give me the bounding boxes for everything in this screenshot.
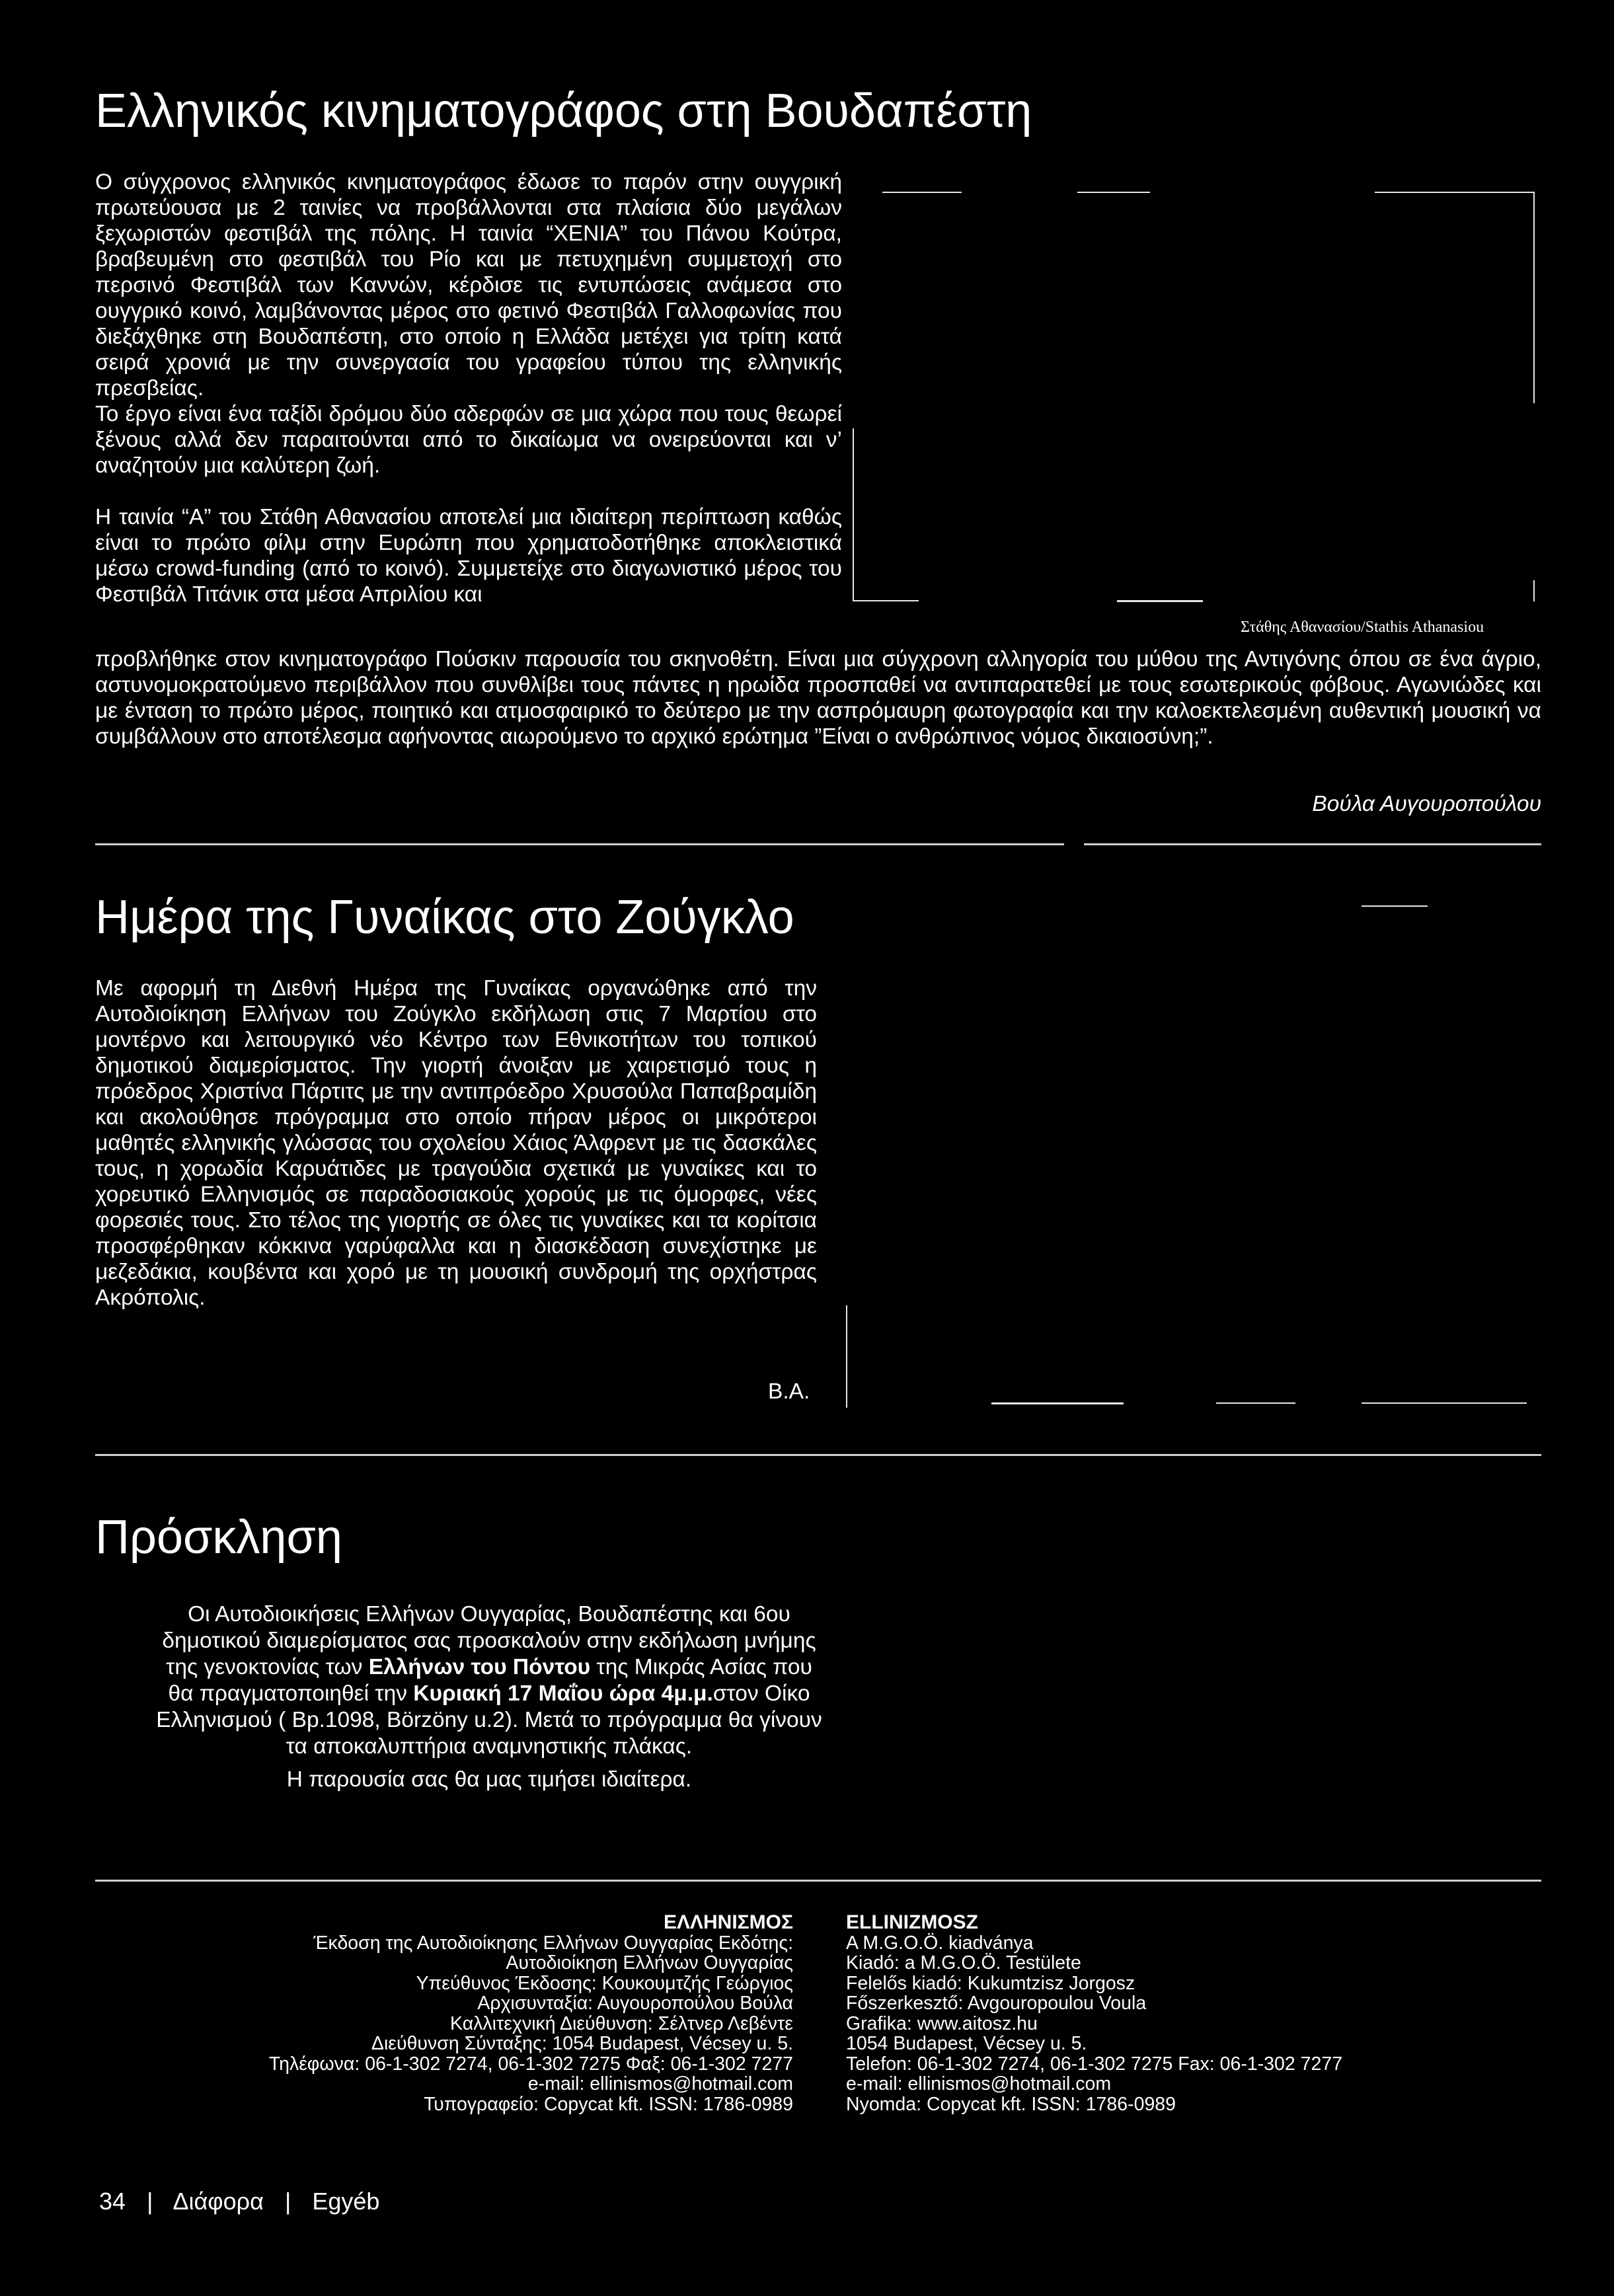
imprint-gr-line-8: e-mail: ellinismos@hotmail.com (527, 2073, 793, 2094)
imprint-gr-line-1: Έκδοση της Αυτοδιοίκησης Ελλήνων Ουγγαρίας Εκδότης: (313, 1932, 793, 1954)
imprint-hu-line-1: A M.G.O.Ö. kiadványa (846, 1932, 1034, 1954)
imprint-gr-line-2: Αυτοδιοίκηση Ελλήνων Ουγγαρίας (506, 1952, 793, 1973)
imprint-gr-line-5: Καλλιτεχνική Διεύθυνση: Σέλτνερ Λεβέντε (450, 2012, 793, 2034)
imprint-greek (99, 1913, 793, 2114)
imprint-gr-line-3: Υπεύθυνος Έκδοσης: Κουκουμτζής Γεώργιος (416, 1972, 793, 1994)
photo-frame-top-2 (1077, 192, 1150, 193)
footer-section-hu: Egyéb (312, 2188, 380, 2215)
photo-frame-right-lower (1533, 580, 1535, 601)
photo-frame-left (853, 428, 854, 600)
divider-1b (1084, 843, 1541, 845)
article1-paragraph-3: Η ταινία “A” του Στάθη Αθανασίου αποτελεί μια ιδιαίτερη περίπτωση καθώς είναι το πρώτο φίλμ στην Ευρώπη που χρηματοδοτήθηκε αποκλειστικά μέσω crowd-funding (από το κοινό). Συμμετείχε στο διαγωνιστικό μέρος του Φεστιβάλ Τιτάνικ στα μέσα Απριλίου και (95, 505, 842, 607)
photo2-frame-bottom-2 (1216, 1402, 1295, 1404)
article2-text: Με αφορμή τη Διεθνή Ημέρα της Γυναίκας οργανώθηκε από την Αυτοδιοίκηση Ελλήνων του Ζούγκλο εκδήλωση στις 7 Μαρτίου στο μοντέρνο και λειτουργικό νέο Κέντρο των Εθνικοτήτων του τοπικού δημοτικού διαμερίσματος. Την γιορτή άνοιξαν με χαιρετισμό τους η πρόεδρος Χριστίνα Πάρτιτς με την αντιπρόεδρο Χρυσούλα Παπαβραμίδη και ακολούθησε πρόγραμμα στο οποίο πήραν μέρος οι μικρότεροι μαθητές ελληνικής γλώσσας του σχολείου Χάιος Άλφρεντ με τις δασκάλες τους, η χορωδία Καρυάτιδες με τραγούδια σχετικά με γυναίκες και το χορευτικό Ελληνισμός σε παραδοσιακούς χορούς με τις όμορφες, νέες φορεσιές τους. Στο τέλος της γιορτής σε όλες τις γυναίκες και τα κορίτσια προσφέρθηκαν κόκκινα γαρύφαλλα και η διασκέδαση συνεχίστηκε με μεζεδάκια, κουβέντα και χορό με τη μουσική συνδρομή της ορχήστρας Ακρόπολις. (95, 976, 817, 1310)
divider-1 (95, 843, 1064, 845)
article1-title: Ελληνικός κινηματογράφος στη Βουδαπέστη (95, 85, 1032, 137)
photo-frame-bottom-1 (853, 600, 919, 601)
imprint-gr-line-6: Διεύθυνση Σύνταξης: 1054 Budapest, Vécsey u. 5. (371, 2033, 793, 2054)
invitation-line-6: τα αποκαλυπτήρια αναμνηστικής πλάκας. (286, 1734, 693, 1759)
article1-signature: Βούλα Αυγουροπούλου (1312, 792, 1541, 816)
photo-frame-right (1533, 192, 1535, 403)
photo-frame-bottom-2 (1117, 600, 1203, 602)
footer-separator-2: | (284, 2188, 291, 2215)
footer-separator-1: | (147, 2188, 153, 2215)
article3-invitation (99, 1601, 879, 1793)
imprint-hu-line-2: Kiadó: a M.G.O.Ö. Testülete (846, 1952, 1081, 1973)
imprint-hu-line-4: Főszerkesztő: Avgouropoulou Voula (846, 1993, 1147, 2014)
imprint-hu-line-9: Nyomda: Copycat kft. ISSN: 1786-0989 (846, 2093, 1176, 2115)
imprint-hu-line-3: Felelős kiadó: Kukumtzisz Jorgosz (846, 1972, 1135, 1994)
article2-photo (846, 905, 1547, 1408)
photo2-frame-bottom-3 (1362, 1402, 1527, 1404)
page-number: 34 (99, 2188, 126, 2215)
footer-section-gr: Διάφορα (173, 2188, 264, 2215)
invitation-line-3: της γενοκτονίας των Ελλήνων του Πόντου της Μικράς Ασίας που (166, 1655, 812, 1679)
article1-full-width-text: προβλήθηκε στον κινηματογράφο Πούσκιν παρουσία του σκηνοθέτη. Είναι μια σύγχρονη αλληγορία του μύθου της Αντιγόνης όπου σε ένα άγριο, αστυνομοκρατούμενο περιβάλλον που συνθλίβει τους πάντες η ηρωίδα προσπαθεί να αντιπαρατεθεί με τους εσωτερικούς φόβους. Αγωνιώδες και με ένταση το πρώτο μέρος, ποιητικό και ατμοσφαιρικό το δεύτερο με την ασπρόμαυρη φωτογραφία και την καλοεκτελεσμένη αυθεντική μουσική να συμβάλλουν στο αποτέλεσμα αφήνοντας αιωρούμενο το αρχικό ερώτημα ”Είναι ο ανθρώπινος νόμος δικαιοσύνη;”. (95, 647, 1541, 749)
article1-paragraph-2: Το έργο είναι ένα ταξίδι δρόμου δύο αδερφών σε μια χώρα που τους θεωρεί ξένους αλλά δεν παραιτούνται από το δικαίωμα να ονειρεύονται και ν’ αναζητούν μια καλύτερη ζωή. (95, 402, 842, 478)
imprint-gr-line-0: ΕΛΛΗΝΙΣΜΟΣ (663, 1911, 793, 1933)
photo2-frame-left (846, 1305, 847, 1408)
imprint-hu-line-5: Grafika: www.aitosz.hu (846, 2012, 1038, 2034)
photo2-frame-bottom-1 (991, 1402, 1124, 1404)
photo-frame-top-3 (1375, 192, 1533, 193)
invitation-line-7: Η παρουσία σας θα μας τιμήσει ιδιαίτερα. (286, 1767, 692, 1792)
article1-paragraph-1: Ο σύγχρονος ελληνικός κινηματογράφος έδωσε το παρόν στην ουγγρική πρωτεύουσα με 2 ταινίες να προβάλλονται στα πλαίσια δύο μεγάλων ξεχωριστών φεστιβάλ της πόλης. Η ταινία “XENIA” του Πάνου Κούτρα, βραβευμένη στο φεστιβάλ του Ρίο και με πετυχημένη συμμετοχή στο περσινό Φεστιβάλ των Καννών, κέρδισε τις εντυπώσεις ανάμεσα στο ουγγρικό κοινό, λαμβάνοντας μέρος στο φετινό Φεστιβάλ Γαλλοφωνίας που διεξάχθηκε στη Βουδαπέστη, στο οποίο η Ελλάδα μετέχει για τρίτη κατά σειρά χρονιά με την συνεργασία του γραφείου τύπου της ελληνικής πρεσβείας. (95, 170, 842, 401)
imprint-gr-line-9: Τυπογραφείο: Copycat kft. ISSN: 1786-0989 (424, 2093, 793, 2115)
imprint-hu-line-6: 1054 Budapest, Vécsey u. 5. (846, 2033, 1087, 2054)
imprint-gr-line-4: Αρχισυνταξία: Αυγουροπούλου Βούλα (477, 1993, 793, 2014)
invitation-line-1: Οι Αυτοδιοικήσεις Ελλήνων Ουγγαρίας, Βουδαπέστης και 6ου (188, 1602, 790, 1626)
article2-signature: B.A. (768, 1379, 810, 1404)
invitation-emphasis-pontus: Ελλήνων του Πόντου (368, 1655, 591, 1679)
imprint-hungarian (846, 1913, 1507, 2114)
divider-3 (95, 1880, 1541, 1882)
article1-column (95, 169, 842, 607)
invitation-line-5: Ελληνισμού ( Bp.1098, Börzöny u.2). Μετά το πρόγραμμα θα γίνουν (156, 1708, 822, 1732)
invitation-emphasis-date: Κυριακή 17 Μαΐου ώρα 4μ.μ. (413, 1681, 713, 1706)
divider-2 (95, 1454, 1541, 1456)
page-footer (99, 2188, 379, 2215)
imprint-hu-line-7: Telefon: 06-1-302 7274, 06-1-302 7275 Fax: 06-1-302 7277 (846, 2053, 1343, 2075)
imprint-hu-line-0: ELLINIZMOSZ (846, 1911, 978, 1933)
invitation-line-2: δημοτικού διαμερίσματος σας προσκαλούν στην εκδήλωση μνήμης (162, 1628, 816, 1653)
article3-title: Πρόσκληση (95, 1511, 342, 1564)
imprint-hu-line-8: e-mail: ellinismos@hotmail.com (846, 2073, 1112, 2094)
article1-photo (853, 177, 1547, 607)
invitation-line-4: θα πραγματοποιηθεί την Κυριακή 17 Μαΐου ώρα 4μ.μ.στον Οίκο (168, 1681, 810, 1706)
photo2-frame-top (1362, 905, 1428, 907)
imprint-gr-line-7: Τηλέφωνα: 06-1-302 7274, 06-1-302 7275 Φαξ: 06-1-302 7277 (268, 2053, 793, 2075)
article2-title: Ημέρα της Γυναίκας στο Ζούγκλο (95, 891, 794, 944)
article1-photo-caption: Στάθης Αθανασίου/Stathis Athanasiou (1241, 619, 1484, 636)
photo-frame-top-1 (882, 192, 962, 193)
